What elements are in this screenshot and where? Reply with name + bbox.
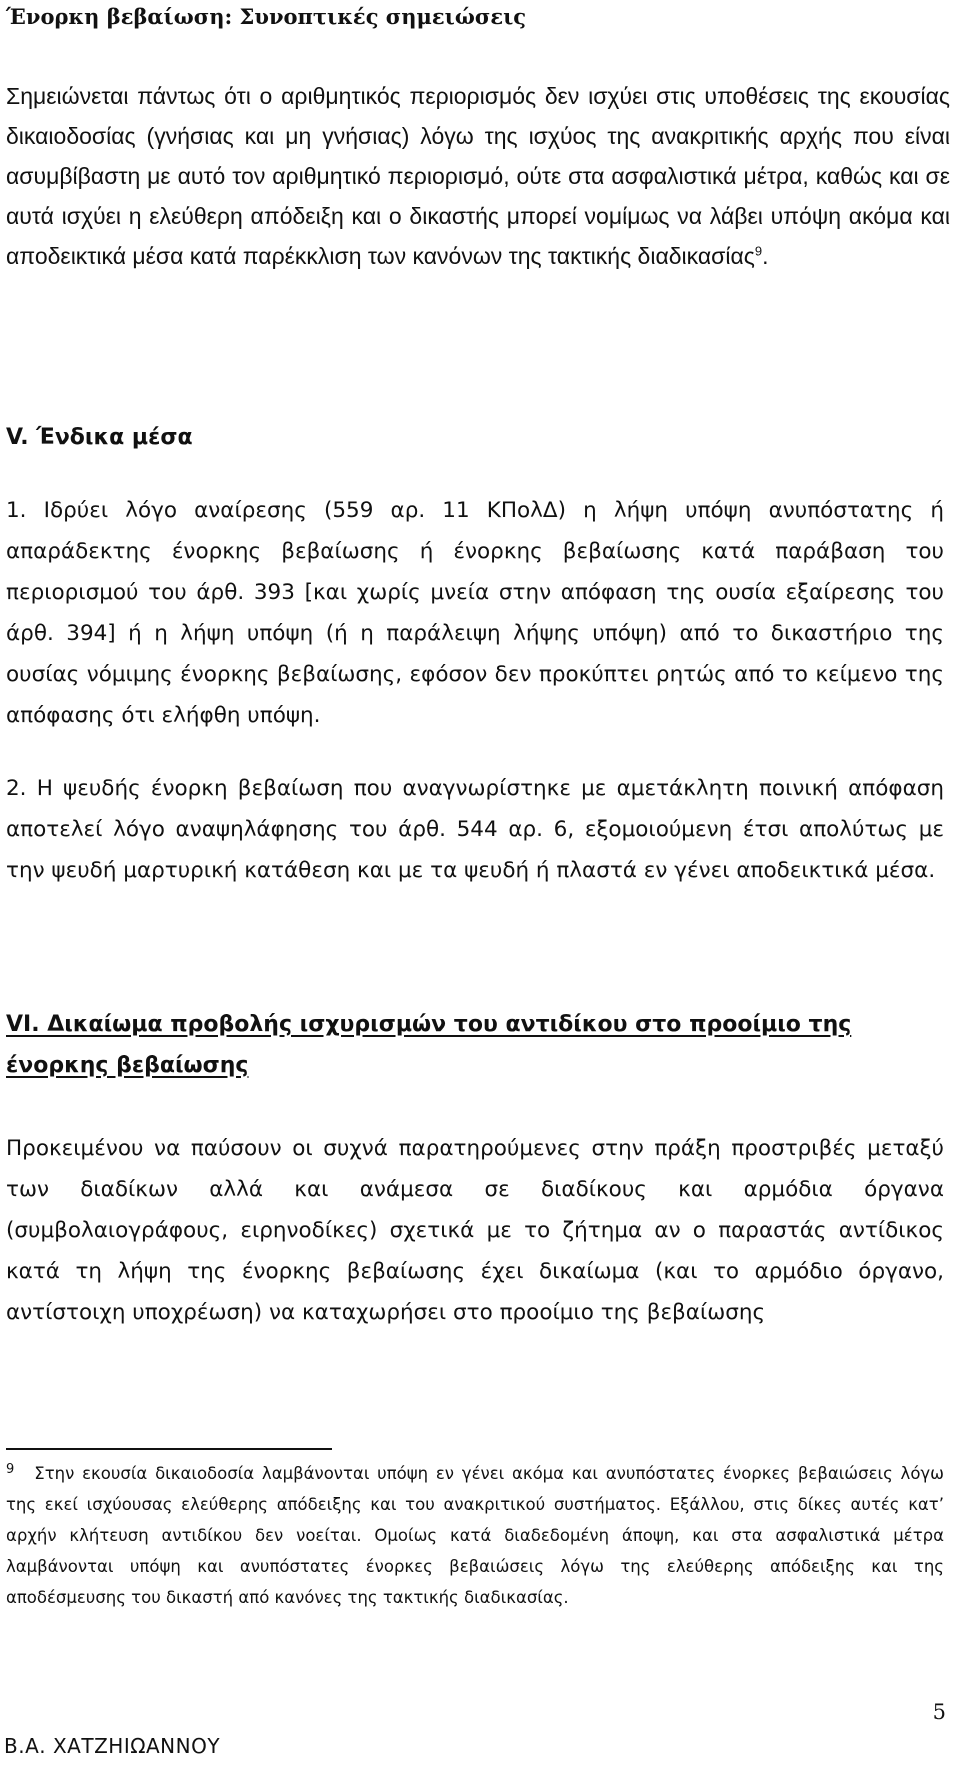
section-vi-paragraph: Προκειμένου να παύσουν οι συχνά παρατηρούμενες στην πράξη προστριβές μεταξύ των διαδίκων αλλά και ανάμεσα σε διαδίκους και αρμόδια όργανα (συμβολαιογράφους, ειρηνοδίκες) σχετικά με το ζήτημα αν ο παραστάς αντίδικος κατά τη λήψη της ένορκης βεβαίωσης έχει δικαίωμα (και το αρμόδιο όργανο, αντίστοιχη υποχρέωση) να καταχωρήσει στο προοίμιο της βεβαίωσης <box>6 1136 944 1325</box>
page-number: 5 <box>932 1700 946 1724</box>
footnote-separator <box>6 1448 332 1450</box>
footnote-text: Στην εκουσία δικαιοδοσία λαμβάνονται υπόψη εν γένει ακόμα και ανυπόστατες ένορκες βεβαιώσεις λόγω της εκεί ισχύουσας ελεύθερης απόδειξης και του ανακριτικού συστήματος. Εξάλλου, στις δίκες αυτές κατ’ αρχήν κλήτευση αντιδίκου δεν νοείται. Ομοίως κατά διαδεδομένη άποψη, και στα ασφαλιστικά μέτρα λαμβάνονται υπόψη και ανυπόστατες ένορκες βεβαιώσεις λόγω της ελεύθερης απόδειξης και της αποδέσμευσης του δικαστή από κανόνες της τακτικής διαδικασίας. <box>6 1464 944 1607</box>
running-header: Ένορκη βεβαίωση: Συνοπτικές σημειώσεις <box>6 4 527 29</box>
intro-paragraph <box>6 76 950 276</box>
footer-author: Β.Α. ΧΑΤΖΗΙΩΑΝΝΟΥ <box>4 1734 221 1758</box>
footnote <box>6 1458 944 1613</box>
section-v-item-1: 1. Ιδρύει λόγο αναίρεσης (559 αρ. 11 ΚΠολΔ) η λήψη υπόψη ανυπόστατης ή απαράδεκτης ένορκης βεβαίωσης ή ένορκης βεβαίωσης κατά παράβαση του περιορισμού του άρθ. 393 [και χωρίς μνεία στην απόφαση της ουσία εξαίρεσης του άρθ. 394] ή η λήψη υπόψη (ή η παράλειψη λήψης υπόψη) από το δικαστήριο της ουσίας νόμιμης ένορκης βεβαίωσης, εφόσον δεν προκύπτει ρητώς από το κείμενο της απόφασης ότι ελήφθη υπόψη. <box>6 498 944 728</box>
footnote-reference[interactable]: 9 <box>754 243 763 259</box>
intro-paragraph-text: Σημειώνεται πάντως ότι ο αριθμητικός περιορισμός δεν ισχύει στις υποθέσεις της εκουσίας δικαιοδοσίας (γνήσιας και μη γνήσιας) λόγω της ισχύος της ανακριτικής αρχής που είναι ασυμβίβαστη με αυτό τον αριθμητικό περιορισμό, ούτε στα ασφαλιστικά μέτρα, καθώς και σε αυτά ισχύει η ελεύθερη απόδειξη και ο δικαστής μπορεί νομίμως να λάβει υπόψη ακόμα και αποδεικτικά μέσα κατά παρέκκλιση των κανόνων της τακτικής διαδικασίας <box>6 83 950 269</box>
footnote-number: 9 <box>6 1461 15 1477</box>
intro-paragraph-end: . <box>762 243 769 269</box>
section-v-title: V. Ένδικα μέσα <box>6 425 193 450</box>
section-vi-title: VI. Δικαίωμα προβολής ισχυρισμών του αντιδίκου στο προοίμιο της ένορκης βεβαίωσης <box>6 1012 852 1078</box>
section-v-item-2: 2. Η ψευδής ένορκη βεβαίωση που αναγνωρίστηκε με αμετάκλητη ποινική απόφαση αποτελεί λόγο αναψηλάφησης του άρθ. 544 αρ. 6, εξομοιούμενη έτσι απολύτως με την ψευδή μαρτυρική κατάθεση και με τα ψευδή ή πλαστά εν γένει αποδεικτικά μέσα. <box>6 776 944 883</box>
